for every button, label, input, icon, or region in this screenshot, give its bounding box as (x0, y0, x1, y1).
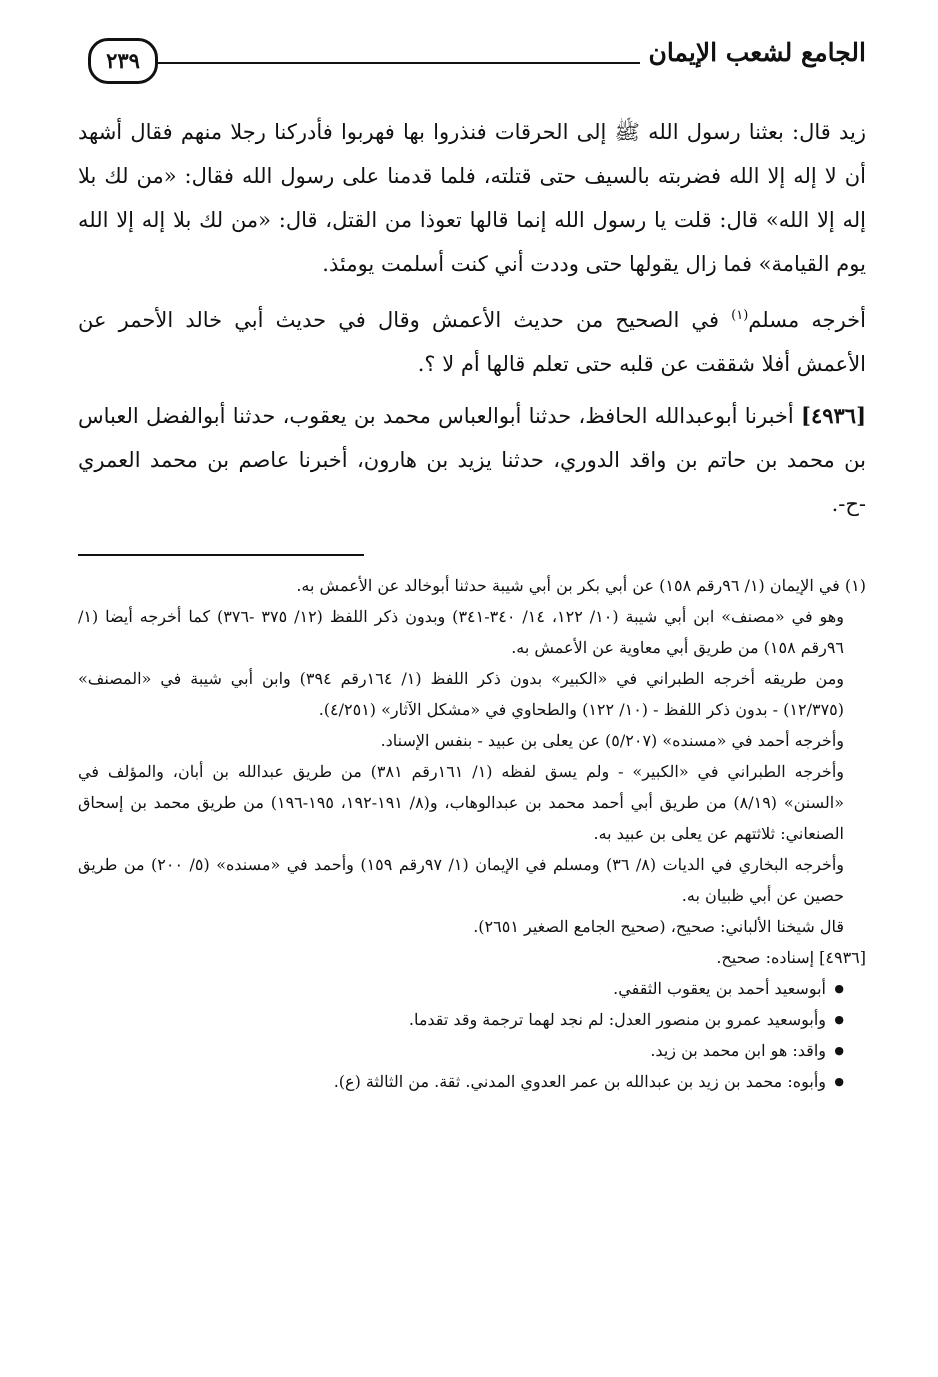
header-rule (156, 62, 640, 64)
footnote-1-line-3: ومن طريقه أخرجه الطبراني في «الكبير» بدون ذكر اللفظ (١/ ١٦٤رقم ٣٩٤) وابن أبي شيبة في «المصنف» (١٢/٣٧٥) - بدون ذكر اللفظ - (١٠/ ١٢٢) والطحاوي في «مشكل الآثار» (٤/٢٥١). (78, 669, 844, 719)
running-title: الجامع لشعب الإيمان (648, 38, 866, 67)
page-header (78, 28, 866, 100)
footnotes (78, 570, 866, 1097)
takhrij-lead: أخرجه مسلم (748, 308, 866, 332)
takhrij-text: في الصحيح من حديث الأعمش وقال في حديث أبي خالد الأحمر عن الأعمش أفلا شققت عن قلبه حتى تعلم قالها أم لا ؟. (78, 308, 866, 376)
isnad-grade-line: [٤٩٣٦] إسناده: صحيح. (716, 948, 866, 967)
paragraph-takhrij (78, 294, 866, 386)
main-text (78, 110, 866, 526)
footnote-separator (78, 554, 364, 556)
footnote-1-line-7: قال شيخنا الألباني: صحيح، (صحيح الجامع الصغير ٢٦٥١). (473, 917, 844, 936)
list-item: ● وأبوسعيد عمرو بن منصور العدل: لم نجد لهما ترجمة وقد تقدما. (78, 1004, 844, 1035)
paragraph-isnad (78, 394, 866, 526)
footnote-1-line-6: وأخرجه البخاري في الديات (٨/ ٣٦) ومسلم في الإيمان (١/ ٩٧رقم ١٥٩) وأحمد في «مسنده» (٥/ ٢٠٠) من طريق حصين عن أبي ظبيان به. (78, 855, 844, 905)
isnad-text: أخبرنا أبوعبدالله الحافظ، حدثنا أبوالعباس محمد بن يعقوب، حدثنا أبوالفضل العباس بن محمد بن حاتم بن واقد الدوري، حدثنا يزيد بن هارون، أخبرنا عاصم بن محمد العمري -ح-. (78, 404, 866, 516)
footnote-1-line-2: وهو في «مصنف» ابن أبي شيبة (١٠/ ١٢٢، ١٤/ ٣٤٠-٣٤١) وبدون ذكر اللفظ (١٢/ ٣٧٥ -٣٧٦) كما أخرجه أيضا (١/ ٩٦رقم ١٥٨) من طريق أبي معاوية عن الأعمش به. (78, 607, 844, 657)
list-item: ● وأبوه: محمد بن زيد بن عبدالله بن عمر العدوي المدني. ثقة. من الثالثة (ع). (78, 1066, 844, 1097)
book-page (78, 28, 866, 1358)
hadith-number: [٤٩٣٦] (801, 403, 866, 428)
footnote-1-line-5: وأخرجه الطبراني في «الكبير» - ولم يسق لفظه (١/ ١٦١رقم ٣٨١) من طريق عبدالله بن أبان، والمؤلف في «السنن» (٨/١٩) من طريق أبي أحمد محمد بن عبدالوهاب، و(٨/ ١٩١-١٩٢، ١٩٥-١٩٦) من طريق محمد بن إسحاق الصنعاني: ثلاثتهم عن يعلى بن عبيد به. (78, 762, 844, 843)
list-item: ● واقد: هو ابن محمد بن زيد. (78, 1035, 844, 1066)
footnote-1-line-4: وأخرجه أحمد في «مسنده» (٥/٢٠٧) عن يعلى بن عبيد - بنفس الإسناد. (380, 731, 844, 750)
footnote-1-line-1: (١) في الإيمان (١/ ٩٦رقم ١٥٨) عن أبي بكر بن أبي شيبة حدثنا أبوخالد عن الأعمش به. (296, 576, 866, 595)
page-number: ٢٣٩ (88, 38, 158, 84)
paragraph-hadith-text: زيد قال: بعثنا رسول الله ﷺ إلى الحرقات فنذروا بها فهربوا فأدركنا رجلا منهم فقال أشهد أن لا إله إلا الله فضربته بالسيف حتى قتلته، فلما قدمنا على رسول الله فقال: «من لك بلا إله إلا الله» قال: قلت يا رسول الله إنما قالها تعوذا من القتل، قال: «من لك بلا إله إلا الله يوم القيامة» فما زال يقولها حتى وددت أني كنت أسلمت يومئذ. (78, 120, 866, 276)
narrator-list (78, 973, 866, 1097)
list-item: ● أبوسعيد أحمد بن يعقوب الثقفي. (78, 973, 844, 1004)
footnote-ref[interactable]: (١) (731, 308, 749, 323)
